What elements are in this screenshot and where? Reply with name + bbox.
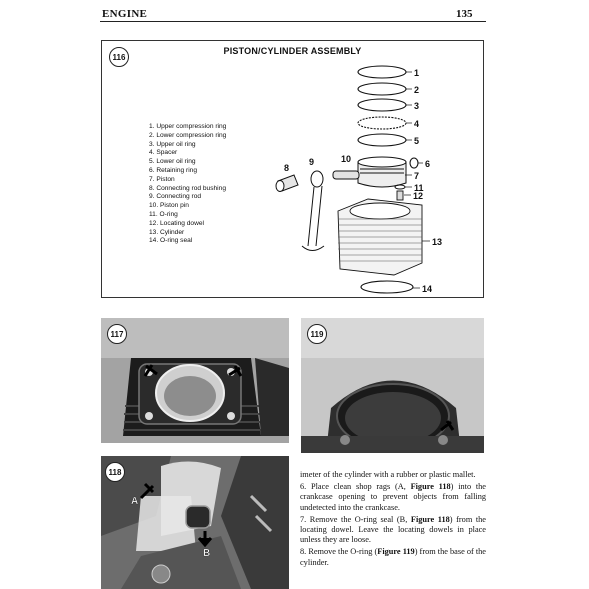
callout-12: 12 — [413, 191, 424, 201]
connecting-rod-shape — [302, 171, 324, 251]
cylinder-base-photo-drawing — [301, 318, 484, 453]
legend-item: 2. Lower compression ring — [149, 131, 227, 139]
figure-116-title: PISTON/CYLINDER ASSEMBLY — [223, 46, 362, 56]
paragraph-step-7: 7. Remove the O-ring seal (B, Figure 118) from the locating dowel. Leave the locating dowels in place unless they are loose. — [300, 514, 486, 545]
legend-item: 7. Piston — [149, 175, 175, 183]
callout-7: 7 — [414, 171, 420, 181]
legend-item: 10. Piston pin — [149, 202, 189, 210]
body-text-column — [300, 470, 486, 570]
callout-11: 11 — [414, 183, 424, 193]
crankcase-photo-drawing — [101, 456, 289, 589]
cylinder-top-photo-drawing — [101, 318, 289, 443]
figure-119-number-badge: 119 — [307, 324, 327, 344]
callout-6: 6 — [425, 159, 431, 169]
legend-item: 11. O-ring — [149, 210, 178, 218]
callout-10: 10 — [341, 154, 352, 164]
page-number: 135 — [456, 8, 473, 20]
figure-118-label-a: A — [131, 496, 139, 507]
legend-item: 6. Retaining ring — [149, 166, 198, 174]
legend-item: 1. Upper compression ring — [149, 123, 227, 130]
ring-2-shape — [358, 83, 406, 95]
legend-item: 4. Spacer — [149, 149, 178, 157]
callout-5: 5 — [414, 136, 420, 146]
ring-1-shape — [358, 66, 406, 78]
callout-3: 3 — [414, 101, 420, 111]
legend-item: 14. O-ring seal — [149, 237, 193, 245]
figure-119-photo — [301, 318, 484, 453]
ring-4-shape — [358, 117, 406, 129]
figure-reference: Figure 118 — [410, 481, 451, 491]
callout-8: 8 — [284, 163, 290, 173]
figure-118-photo — [101, 456, 289, 589]
paragraph-continuation: imeter of the cylinder with a rubber or plastic mallet. — [300, 470, 476, 479]
callout-9: 9 — [309, 157, 315, 167]
figure-116-number-badge: 116 — [109, 47, 129, 67]
oring-seal-shape — [361, 281, 413, 293]
callout-2: 2 — [414, 85, 420, 95]
callout-4: 4 — [414, 119, 420, 129]
running-header-section: ENGINE — [102, 8, 148, 20]
header-rule — [100, 21, 486, 22]
callout-14: 14 — [422, 284, 433, 294]
cylinder-shape — [338, 199, 422, 275]
figure-118-number-badge: 118 — [105, 462, 125, 482]
legend-item: 12. Locating dowel — [149, 219, 204, 227]
figure-116-legend — [149, 123, 226, 246]
figure-118-label-b: B — [203, 548, 211, 559]
paragraph-step-6: 6. Place clean shop rags (A, Figure 118) into the crankcase opening to prevent objects from falling undetected into the crankcase. — [300, 481, 486, 512]
legend-item: 9. Connecting rod — [149, 193, 202, 201]
figure-reference: Figure 119 — [377, 547, 415, 557]
callout-13: 13 — [432, 237, 443, 247]
figure-116-piston-cylinder-diagram — [101, 40, 484, 298]
callout-1: 1 — [414, 68, 420, 78]
rod-bushing-shape — [276, 175, 298, 192]
legend-item: 13. Cylinder — [149, 228, 185, 236]
ring-3-shape — [358, 99, 406, 111]
figure-117-number-badge: 117 — [107, 324, 127, 344]
legend-item: 5. Lower oil ring — [149, 158, 196, 166]
ring-5-shape — [358, 134, 406, 146]
piston-pin-shape — [333, 171, 359, 179]
figure-117-photo — [101, 318, 289, 443]
legend-item: 3. Upper oil ring — [149, 140, 196, 148]
legend-item: 8. Connecting rod bushing — [149, 184, 226, 192]
piston-shape — [358, 157, 406, 187]
figure-reference: Figure 118 — [410, 514, 450, 524]
paragraph-step-8: 8. Remove the O-ring (Figure 119) from the base of the cylinder. — [300, 547, 486, 567]
